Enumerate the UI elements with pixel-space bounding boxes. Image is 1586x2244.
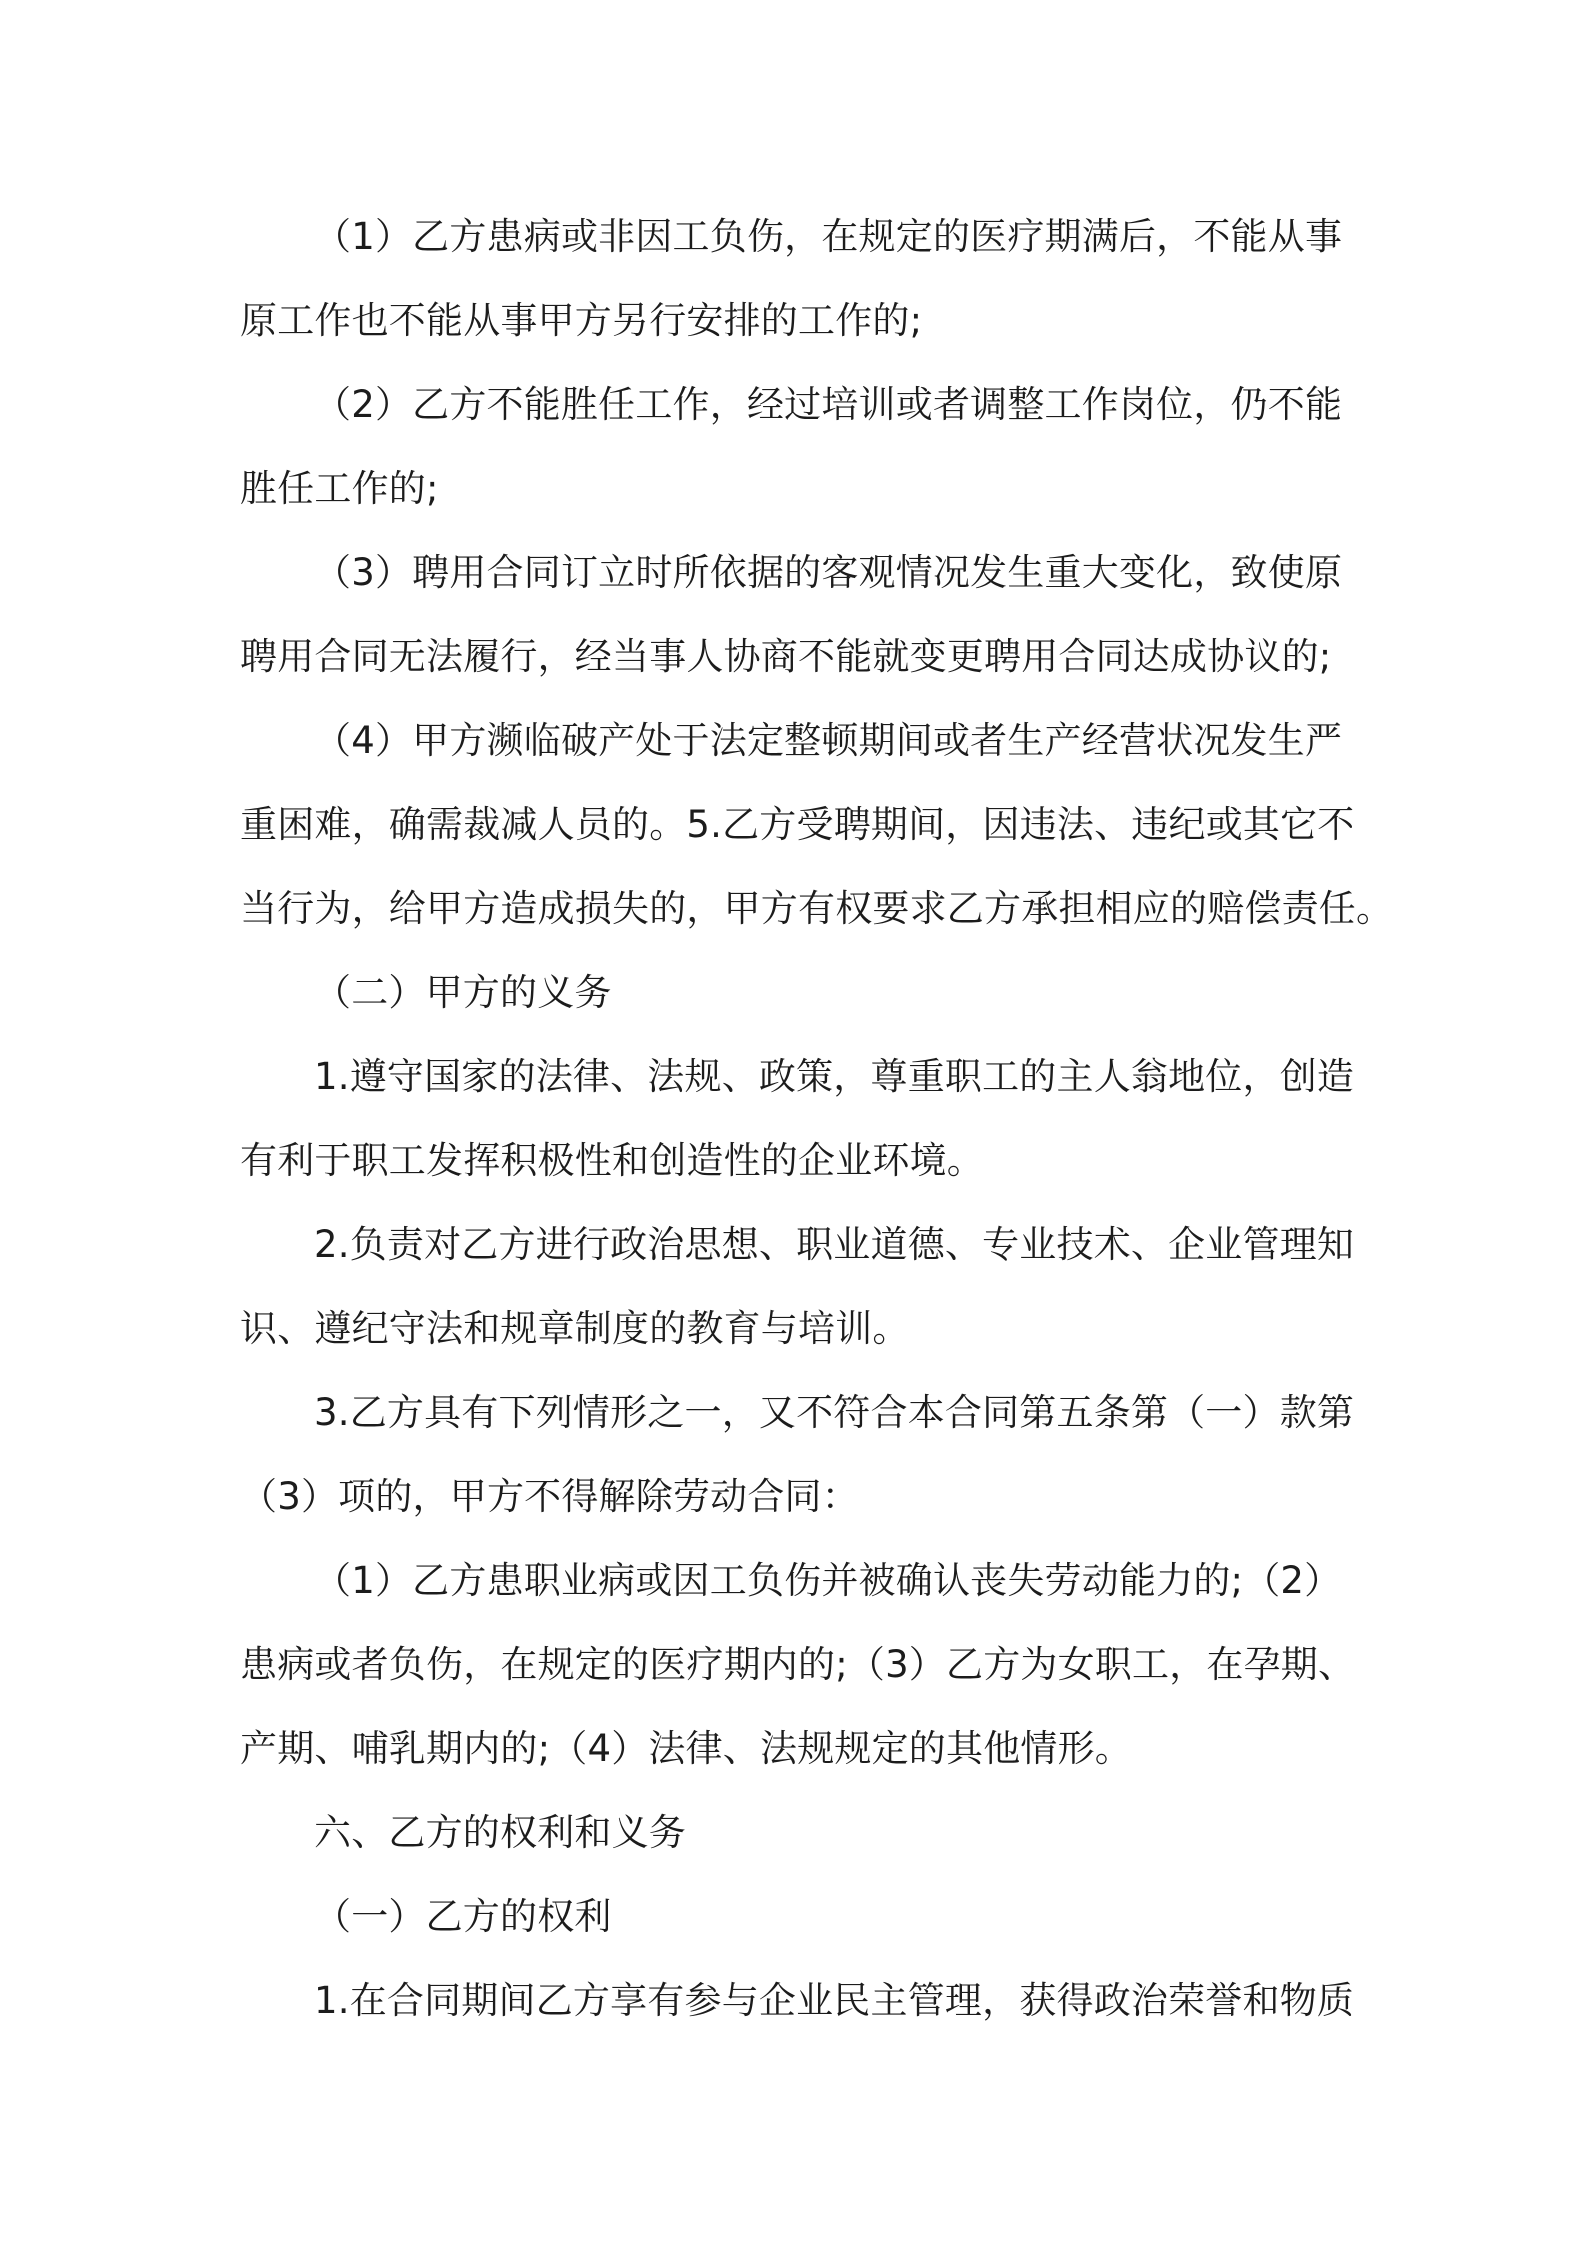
section-heading-party-b-rights-obligations xyxy=(240,1791,1355,1875)
paragraph-2 xyxy=(240,363,1355,531)
text-line: 产期、哺乳期内的;（4）法律、法规规定的其他情形。 xyxy=(240,1727,1133,1770)
paragraph-7 xyxy=(240,1203,1355,1371)
text-line: 识、遵纪守法和规章制度的教育与培训。 xyxy=(240,1307,910,1350)
text-line: 患病或者负伤，在规定的医疗期内的;（3）乙方为女职工，在孕期、 xyxy=(240,1643,1356,1686)
text-line: （4）甲方濒临破产处于法定整顿期间或者生产经营状况发生严 xyxy=(314,719,1343,762)
section-heading-party-b-rights xyxy=(240,1875,1355,1959)
paragraph-8 xyxy=(240,1371,1355,1539)
paragraph-3 xyxy=(240,531,1355,699)
text-line: （1）乙方患病或非因工负伤，在规定的医疗期满后，不能从事 xyxy=(314,215,1343,258)
paragraph-9 xyxy=(240,1539,1355,1791)
text-line: 聘用合同无法履行，经当事人协商不能就变更聘用合同达成协议的; xyxy=(240,635,1332,678)
paragraph-4 xyxy=(240,699,1394,951)
text-line: （3）项的，甲方不得解除劳动合同： xyxy=(240,1475,859,1518)
text-line: （二）甲方的义务 xyxy=(314,971,612,1014)
text-line: （2）乙方不能胜任工作，经过培训或者调整工作岗位，仍不能 xyxy=(314,383,1343,426)
text-line: 2.负责对乙方进行政治思想、职业道德、专业技术、企业管理知 xyxy=(314,1223,1355,1266)
paragraph-1 xyxy=(240,195,1355,363)
document-page xyxy=(240,195,1394,2043)
text-line: 原工作也不能从事甲方另行安排的工作的; xyxy=(240,299,923,342)
text-line: 有利于职工发挥积极性和创造性的企业环境。 xyxy=(240,1139,984,1182)
text-line: 六、乙方的权利和义务 xyxy=(314,1811,686,1854)
text-line: 胜任工作的; xyxy=(240,467,439,510)
text-line: 1.在合同期间乙方享有参与企业民主管理，获得政治荣誉和物质 xyxy=(314,1979,1355,2022)
text-line: （3）聘用合同订立时所依据的客观情况发生重大变化，致使原 xyxy=(314,551,1343,594)
text-line: （一）乙方的权利 xyxy=(314,1895,612,1938)
text-line: 1.遵守国家的法律、法规、政策，尊重职工的主人翁地位，创造 xyxy=(314,1055,1355,1098)
text-line: 当行为，给甲方造成损失的，甲方有权要求乙方承担相应的赔偿责任。 xyxy=(240,887,1394,930)
paragraph-12 xyxy=(240,1959,1355,2043)
paragraph-6 xyxy=(240,1035,1355,1203)
text-line: （1）乙方患职业病或因工负伤并被确认丧失劳动能力的;（2） xyxy=(314,1559,1342,1602)
section-heading-party-a-obligations xyxy=(240,951,1355,1035)
text-line: 3.乙方具有下列情形之一，又不符合本合同第五条第（一）款第 xyxy=(314,1391,1355,1434)
text-line: 重困难，确需裁减人员的。5.乙方受聘期间，因违法、违纪或其它不 xyxy=(240,803,1355,846)
